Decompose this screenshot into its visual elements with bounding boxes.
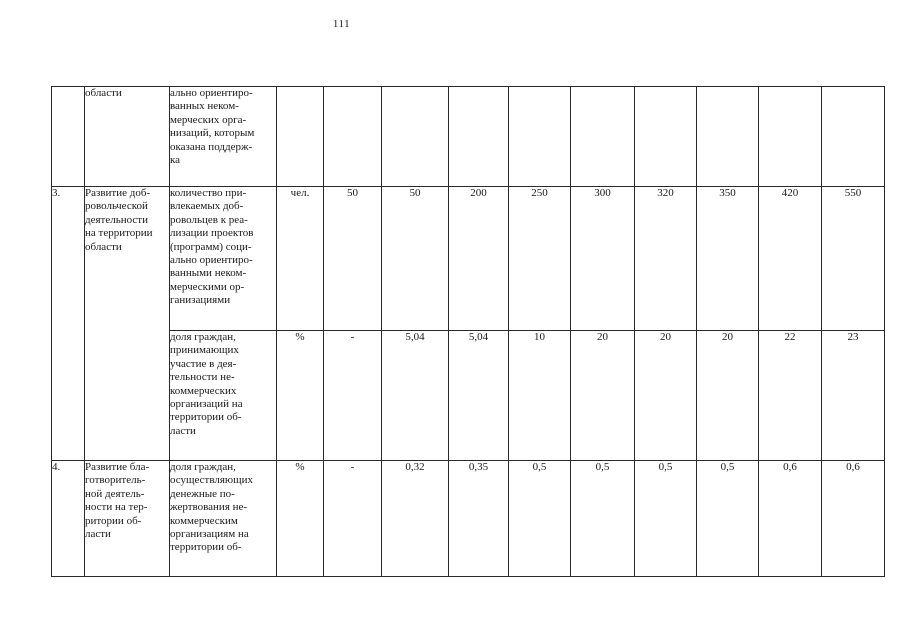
text-line: ровольческой (85, 200, 148, 213)
value-cell: 23 (822, 331, 885, 461)
value-cell: 5,04 (449, 331, 509, 461)
direction-name (85, 461, 170, 577)
text-line: ганизациями (170, 294, 231, 307)
text-line: организациям на (170, 528, 249, 541)
unit-cell (277, 87, 324, 187)
value-cell: 550 (822, 187, 885, 331)
text-line: ласти (85, 528, 111, 541)
text-line: ально ориентиро- (170, 254, 253, 267)
text-line: области (85, 240, 122, 253)
text-line: оказана поддерж- (170, 140, 253, 153)
indicator-name (170, 187, 277, 331)
direction-name (85, 187, 170, 461)
text-line: доля граждан, (170, 331, 236, 343)
unit-cell: чел. (277, 187, 324, 331)
page-number: 111 (332, 18, 351, 30)
indicators-table (51, 86, 885, 577)
text-line: коммерческих (170, 384, 237, 397)
text-line: низаций, которым (170, 127, 255, 140)
row-number: 4. (52, 461, 85, 577)
indicator-name (170, 331, 277, 461)
text-line: принимающих (170, 344, 239, 357)
value-cell (759, 87, 822, 187)
text-line: мерческих орга- (170, 113, 247, 126)
value-cell (822, 87, 885, 187)
value-cell: - (324, 461, 382, 577)
text-line: готворитель- (85, 474, 146, 487)
table-row (52, 331, 885, 461)
table-row (52, 461, 885, 577)
value-cell: 0,35 (449, 461, 509, 577)
direction-name (85, 87, 170, 187)
row-number (52, 87, 85, 187)
text-line: мерческими ор- (170, 280, 245, 293)
text-line: ванных неком- (170, 100, 239, 113)
value-cell (697, 87, 759, 187)
table-row (52, 87, 885, 187)
text-line: коммерческим (170, 514, 238, 527)
text-line: области (85, 87, 122, 99)
unit-cell: % (277, 461, 324, 577)
value-cell: 20 (697, 331, 759, 461)
value-cell: 0,5 (571, 461, 635, 577)
value-cell: 22 (759, 331, 822, 461)
text-line: осуществляющих (170, 474, 253, 487)
indicator-name (170, 87, 277, 187)
value-cell: 200 (449, 187, 509, 331)
text-line: (программ) соци- (170, 240, 252, 253)
indicator-name (170, 461, 277, 577)
text-line: ной деятель- (85, 487, 145, 500)
value-cell: 320 (635, 187, 697, 331)
text-line: организаций на (170, 398, 243, 411)
text-line: влекаемых доб- (170, 200, 244, 213)
value-cell: 10 (509, 331, 571, 461)
value-cell: 250 (509, 187, 571, 331)
value-cell (382, 87, 449, 187)
value-cell: 20 (571, 331, 635, 461)
text-line: денежные по- (170, 487, 235, 500)
value-cell: 50 (382, 187, 449, 331)
row-number: 3. (52, 187, 85, 461)
value-cell: 0,5 (509, 461, 571, 577)
text-line: ванными неком- (170, 267, 247, 280)
value-cell (509, 87, 571, 187)
value-cell: 420 (759, 187, 822, 331)
text-line: участие в дея- (170, 357, 237, 370)
value-cell: 350 (697, 187, 759, 331)
text-line: территории об- (170, 411, 242, 424)
value-cell (571, 87, 635, 187)
text-line: ритории об- (85, 514, 142, 527)
value-cell: 300 (571, 187, 635, 331)
value-cell (635, 87, 697, 187)
value-cell (449, 87, 509, 187)
value-cell: 5,04 (382, 331, 449, 461)
text-line: Развитие бла- (85, 461, 150, 473)
value-cell: - (324, 331, 382, 461)
value-cell: 0,5 (635, 461, 697, 577)
text-line: ласти (170, 424, 196, 437)
text-line: территории об- (170, 541, 242, 554)
text-line: количество при- (170, 187, 247, 199)
text-line: Развитие доб- (85, 187, 151, 199)
value-cell: 50 (324, 187, 382, 331)
text-line: на территории (85, 227, 153, 240)
text-line: ровольцев к реа- (170, 213, 248, 226)
value-cell (324, 87, 382, 187)
text-line: ности на тер- (85, 501, 148, 514)
text-line: ка (170, 154, 181, 167)
table-row (52, 187, 885, 331)
value-cell: 0,6 (822, 461, 885, 577)
text-line: доля граждан, (170, 461, 236, 473)
text-line: деятельности (85, 213, 148, 226)
unit-cell: % (277, 331, 324, 461)
text-line: тельности не- (170, 371, 235, 384)
text-line: жертвования не- (170, 501, 248, 514)
value-cell: 0,5 (697, 461, 759, 577)
text-line: ально ориентиро- (170, 87, 253, 99)
value-cell: 0,32 (382, 461, 449, 577)
value-cell: 0,6 (759, 461, 822, 577)
value-cell: 20 (635, 331, 697, 461)
text-line: лизации проектов (170, 227, 254, 240)
